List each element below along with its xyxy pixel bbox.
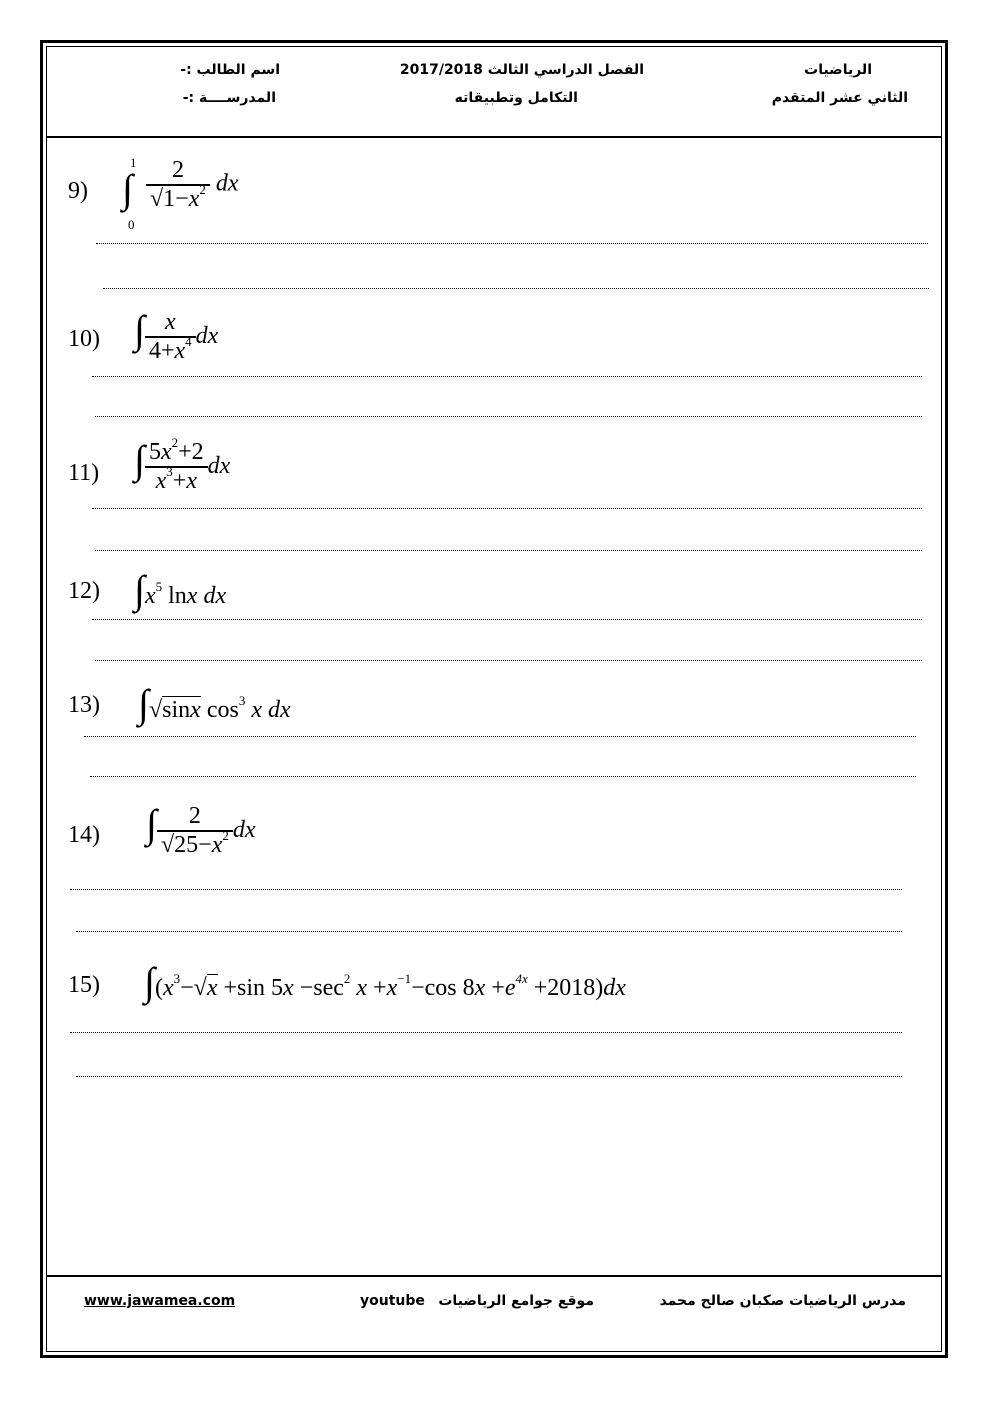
question-expression: ∫ $\frac{5x^2+2}{x^3+x}$ dx [134, 435, 231, 495]
answer-line [92, 619, 922, 620]
website-link[interactable]: www.jawamea.com [84, 1293, 236, 1309]
question-number: 15) [68, 972, 100, 998]
answer-line [76, 931, 902, 932]
answer-line [90, 776, 916, 777]
question-number: 12) [68, 578, 100, 604]
channel-label: موقع جوامع الرياضيات [438, 1293, 594, 1309]
answer-line [84, 736, 916, 737]
question-expression: ∫√sinx $\cos^3 x$ dx [138, 681, 291, 726]
question-expression: ∫ $\frac{2}{√25-x^2}$ dx [146, 801, 256, 859]
question-number: 14) [68, 822, 100, 848]
unit-label: التكامل وتطبيقاته [454, 90, 578, 106]
answer-line [70, 889, 902, 890]
question-number: 10) [68, 326, 100, 352]
answer-line [95, 550, 922, 551]
question-expression: $\int(x^3-√x +\sin$ $5x -\sec^2$ $x +x^{-1}-\cos$ $8x +e^{4x} +2018)dx$ [144, 959, 626, 1004]
answer-line [76, 1076, 902, 1077]
question-expression: ∫ $\frac{x}{4+x^4}$ dx [134, 307, 219, 365]
answer-line [103, 288, 929, 289]
answer-line [95, 416, 922, 417]
subject-label: الرياضيات [804, 62, 872, 78]
answer-line [96, 243, 928, 244]
answer-line [70, 1032, 902, 1033]
answer-line [92, 508, 922, 509]
teacher-label: مدرس الرياضيات صكبان صالح محمد [659, 1293, 906, 1309]
student-name-field: اسم الطالب :- [180, 62, 280, 78]
answer-line [95, 660, 922, 661]
answer-line [92, 376, 922, 377]
question-expression: $\int x^5$ lnx dx [134, 567, 227, 612]
footer-divider [46, 1275, 942, 1277]
term-label: الفصل الدراسي الثالث 2017/2018 [399, 62, 644, 78]
youtube-label: youtube [360, 1293, 425, 1309]
header-divider [46, 136, 942, 138]
question-number: 9) [68, 178, 88, 204]
school-field: المدرســــة :- [182, 90, 276, 106]
question-number: 11) [68, 460, 100, 486]
question-number: 13) [68, 692, 100, 718]
grade-label: الثاني عشر المتقدم [771, 90, 908, 106]
